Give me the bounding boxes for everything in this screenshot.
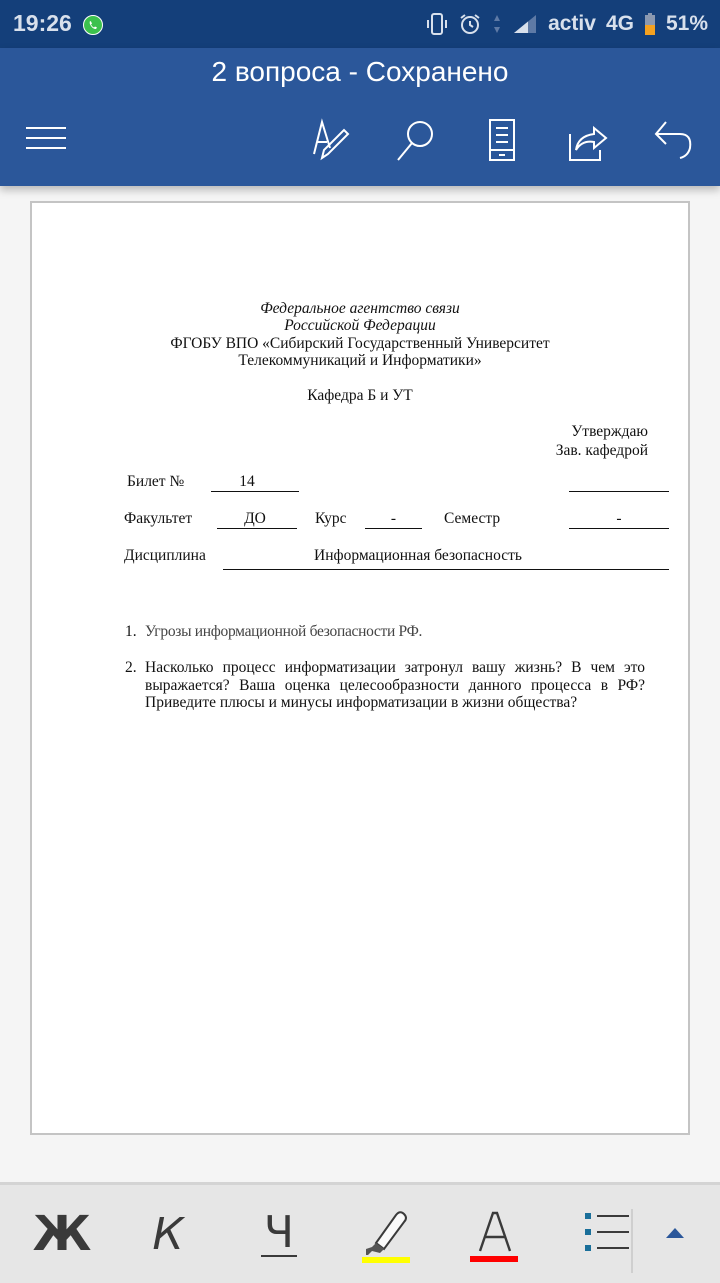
share-button[interactable]	[566, 118, 610, 162]
italic-button[interactable]: К	[152, 1208, 184, 1260]
highlighter-icon	[362, 1201, 416, 1267]
alarm-icon	[458, 12, 482, 36]
whatsapp-icon	[83, 15, 103, 35]
header-university: ФГОБУ ВПО «Сибирский Государственный Университет	[170, 335, 550, 352]
hamburger-icon	[24, 118, 68, 162]
status-bar	[0, 0, 720, 48]
discipline-row	[32, 547, 688, 571]
search-icon	[394, 118, 438, 162]
question-2: 2. Насколько процесс информатизации затронул вашу жизнь? В чем это выражается? Ваша оценка целесообразности данного процесса в РФ? Приведите плюсы и минусы информатизации в жизни общества?	[125, 659, 645, 711]
approval-line-2: Зав. кафедрой	[555, 442, 648, 459]
faculty-value: ДО	[217, 510, 297, 529]
header-country: Российской Федерации	[284, 317, 436, 334]
battery-percent: 51%	[665, 12, 708, 35]
course-value: -	[365, 510, 422, 529]
signal-icon	[512, 13, 538, 35]
highlight-button[interactable]	[354, 1201, 424, 1267]
semester-label: Семестр	[444, 510, 501, 527]
approval-line-1: Утверждаю	[571, 423, 648, 440]
discipline-label: Дисциплина	[124, 547, 206, 564]
vibrate-icon	[426, 12, 448, 36]
share-icon	[566, 118, 610, 162]
edit-button[interactable]	[310, 118, 354, 162]
bullet-list-icon	[571, 1204, 631, 1264]
network-type: 4G	[605, 12, 634, 35]
semester-value: -	[569, 510, 669, 529]
draw-pen-icon	[310, 118, 354, 162]
undo-icon	[652, 118, 696, 162]
mobile-view-button[interactable]	[480, 118, 524, 162]
expand-up-icon	[666, 1228, 686, 1240]
discipline-value: Информационная безопасность	[223, 547, 669, 570]
data-arrows-icon	[492, 13, 502, 35]
faculty-label: Факультет	[124, 510, 193, 527]
status-time: 19:26	[13, 10, 72, 36]
search-button[interactable]	[394, 118, 438, 162]
ticket-value: 14	[211, 473, 299, 492]
document-page[interactable]	[30, 201, 690, 1135]
question-1: 1. Угрозы информационной безопасности РФ.	[125, 623, 423, 640]
format-toolbar	[0, 1182, 720, 1283]
undo-button[interactable]	[652, 118, 696, 162]
document-title: 2 вопроса - Сохранено	[211, 56, 509, 87]
app-bar	[0, 48, 720, 186]
menu-button[interactable]	[24, 118, 68, 162]
question-2-text: Насколько процесс информатизации затронул вашу жизнь? В чем это выражается? Ваша оценка целесообразности данного процесса в РФ? Приведите плюсы и минусы информатизации в жизни общества?	[145, 659, 645, 711]
department: Кафедра Б и УТ	[307, 387, 413, 404]
expand-toolbar-button[interactable]	[641, 1201, 711, 1267]
toolbar-divider	[631, 1209, 633, 1273]
question-1-text: Угрозы информационной безопасности РФ.	[145, 623, 423, 640]
bold-button[interactable]: Ж	[32, 1206, 92, 1262]
header-agency: Федеральное агентство связи	[260, 300, 460, 317]
course-label: Курс	[315, 510, 347, 527]
font-color-button[interactable]	[460, 1201, 530, 1267]
bullet-list-button[interactable]	[566, 1201, 636, 1267]
battery-icon	[644, 12, 656, 36]
carrier-name: activ	[548, 12, 596, 35]
mobile-view-icon	[480, 118, 524, 162]
font-color-icon	[468, 1201, 522, 1267]
ticket-label: Билет №	[127, 473, 185, 490]
header-university-2: Телекоммуникаций и Информатики»	[238, 352, 482, 369]
signature-line	[569, 473, 669, 492]
ticket-row	[32, 473, 688, 495]
underline-button[interactable]: Ч	[244, 1201, 314, 1267]
faculty-row	[32, 510, 688, 532]
